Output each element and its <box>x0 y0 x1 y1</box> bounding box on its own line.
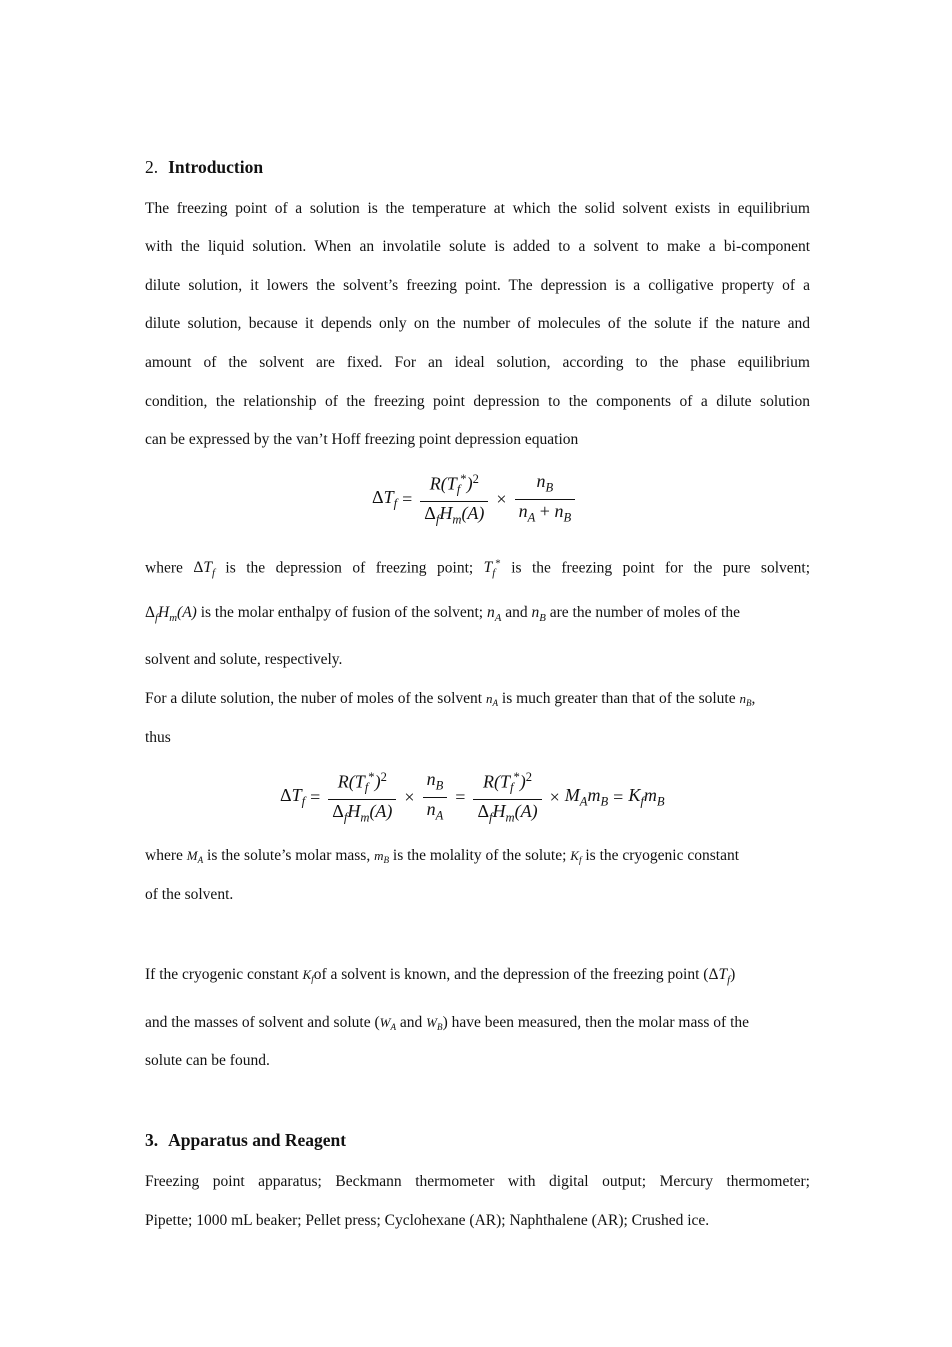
if-line-1: If the cryogenic constant $K_fof$ a solvent is known, and the depression of the freezing point $(\Delta T_f)$ <box>145 966 736 986</box>
section-3-heading <box>145 1129 810 1151</box>
where-line-3: solvent and solute, respectively. <box>145 651 343 668</box>
equation-fraction: $\frac{R(T_f^*)^2}{\Delta_fH_m(A)}$ <box>420 468 488 530</box>
intro-line-5: amount of the solvent are fixed. For an ideal solution, according to the phase equilibrium <box>145 354 810 371</box>
apparatus-line-2: Pipette; 1000 mL beaker; Pellet press; Cyclohexane (AR); Naphthalene (AR); Crushed ice. <box>145 1212 710 1229</box>
equation-vant-hoff: $\Delta T_f$ = $\frac{R(T_f^*)^2}{\Delta_fH_m(A)}$ × $\frac{n_B}{n_A + n_B}$ <box>372 468 578 530</box>
equation-fraction: $\frac{R(T_f^*)^2}{\Delta_fH_m(A)}$ <box>473 766 541 828</box>
equation-fraction: $\frac{n_B}{n_A + n_B}$ <box>515 470 576 528</box>
where-line-1: where $\Delta T_f$ is the depression of freezing point; $T_f^*$ is the freezing point for the pure solvent; <box>145 558 810 580</box>
intro-line-7: can be expressed by the van’t Hoff freezing point depression equation <box>145 431 579 448</box>
where-line-2: $\Delta_fH_m(A)$ is the molar enthalpy of fusion of the solvent; $n_A$ and $n_B$ are the number of moles of the <box>145 604 740 624</box>
where2-line-2: of the solvent. <box>145 886 234 903</box>
if-line-2: and the masses of solvent and solute ($W_A$ and $W_B$) have been measured, then the molar mass of the <box>145 1014 750 1033</box>
section-title: Apparatus and Reagent <box>168 1130 347 1150</box>
where2-line-1: where $M_A$ is the solute’s molar mass, $m_B$ is the molality of the solute; $K_f$ is the cryogenic constant <box>145 847 740 866</box>
intro-line-2: with the liquid solution. When an involatile solute is added to a solvent to make a bi-component <box>145 238 810 255</box>
dilute-line-1: For a dilute solution, the nuber of moles of the solvent $n_A$ is much greater than that of the solute $n_B$, <box>145 690 756 709</box>
if-line-3: solute can be found. <box>145 1052 270 1069</box>
intro-line-1: The freezing point of a solution is the temperature at which the solid solvent exists in equilibrium <box>145 200 810 217</box>
section-number: 3. <box>145 1130 159 1150</box>
section-title: Introduction <box>168 157 264 177</box>
apparatus-line-1: Freezing point apparatus; Beckmann thermometer with digital output; Mercury thermometer; <box>145 1173 810 1190</box>
section-number: 2. <box>145 157 159 177</box>
equation-cryoscopic: $\Delta T_f$ = $\frac{R(T_f^*)^2}{\Delta_fH_m(A)}$ × $\frac{n_B}{n_A}$ = $\frac{R(T_f^*)^2}{\Delta_fH_m(A)}$ × $M_Am_B$ = $K_fm_B$ <box>280 766 665 828</box>
equation-fraction: $\frac{n_B}{n_A}$ <box>423 768 448 826</box>
intro-line-6: condition, the relationship of the freezing point depression to the components of a dilute solution <box>145 393 810 410</box>
section-2-heading <box>145 156 810 178</box>
equation-fraction: $\frac{R(T_f^*)^2}{\Delta_fH_m(A)}$ <box>328 766 396 828</box>
intro-line-3: dilute solution, it lowers the solvent’s freezing point. The depression is a colligative property of a <box>145 277 810 294</box>
intro-line-4: dilute solution, because it depends only on the number of molecules of the solute if the nature and <box>145 315 810 332</box>
dilute-line-2: thus <box>145 729 171 746</box>
